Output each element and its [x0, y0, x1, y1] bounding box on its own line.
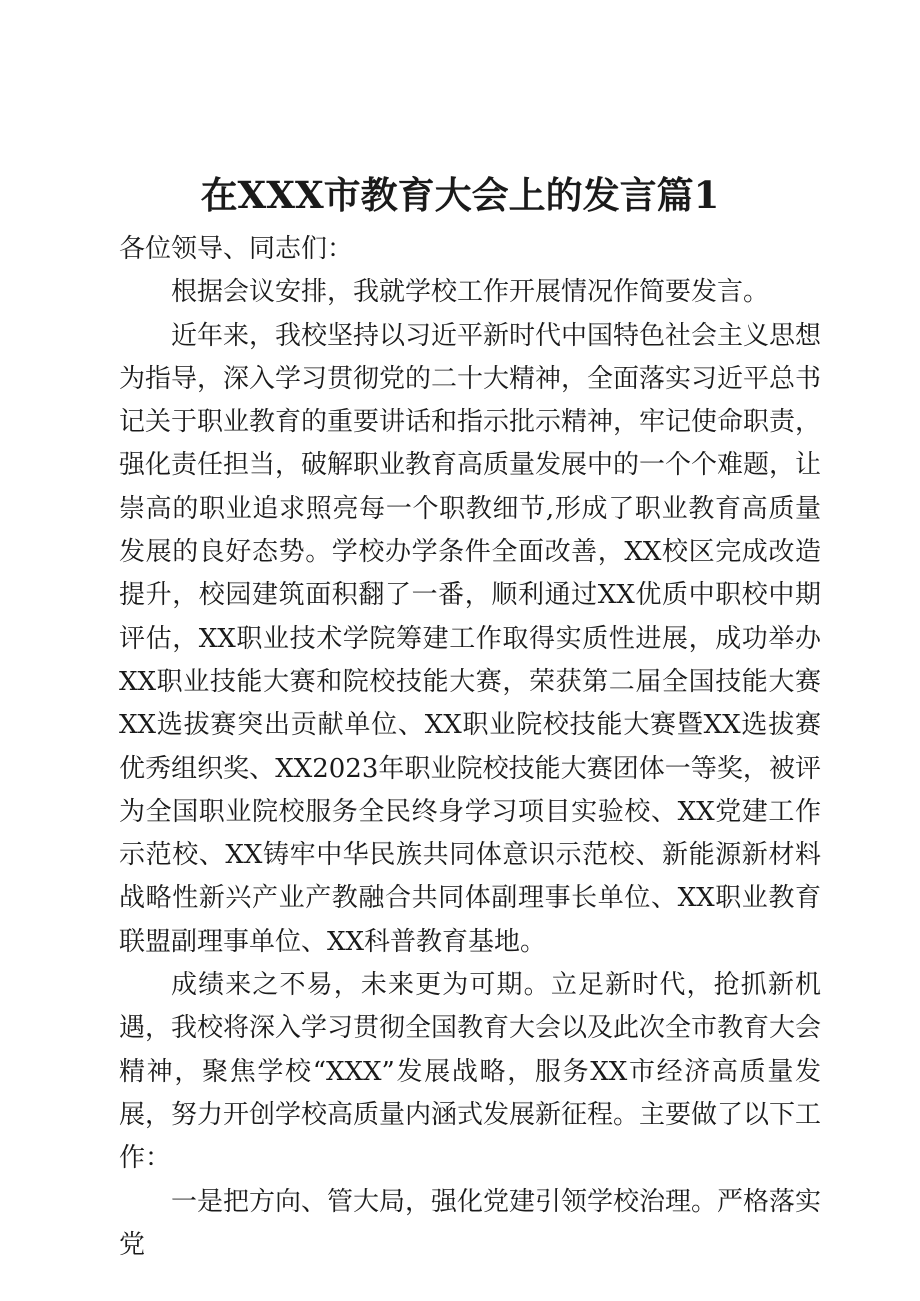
document-body: [119, 228, 821, 1267]
paragraph-achievements: 近年来，我校坚持以习近平新时代中国特色社会主义思想为指导，深入学习贯彻党的二十大精神，全面落实习近平总书记关于职业教育的重要讲话和指示批示精神，牢记使命职责，强化责任担当，破解职业教育高质量发展中的一个个难题，让崇高的职业追求照亮每一个职教细节,形成了职业教育高质量发展的良好态势。学校办学条件全面改善，XX校区完成改造提升，校园建筑面积翻了一番，顺利通过XX优质中职校中期评估，XX职业技术学院筹建工作取得实质性进展，成功举办XX职业技能大赛和院校技能大赛，荣获第二届全国技能大赛XX选拔赛突出贡献单位、XX职业院校技能大赛暨XX选拔赛优秀组织奖、XX2023年职业院校技能大赛团体一等奖，被评为全国职业院校服务全民终身学习项目实验校、XX党建工作示范校、XX铸牢中华民族共同体意识示范校、新能源新材料战略性新兴产业产教融合共同体副理事长单位、XX职业教育联盟副理事单位、XX科普教育基地。: [119, 320, 822, 957]
paragraph-intro: 根据会议安排，我就学校工作开展情况作简要发言。: [171, 277, 770, 308]
paragraph-outlook: 成绩来之不易，未来更为可期。立足新时代，抢抓新机遇，我校将深入学习贯彻全国教育大会以及此次全市教育大会精神，聚焦学校“XXX”发展战略，服务XX市经济高质量发展，努力开创学校高质量内涵式发展新征程。主要做了以下工作：: [119, 970, 822, 1174]
paragraph-first-work-item: 一是把方向、管大局，强化党建引领学校治理。严格落实党: [119, 1186, 822, 1260]
salutation: 各位领导、同志们：: [119, 234, 354, 264]
document-title: 在XXX市教育大会上的发言篇1: [200, 173, 720, 217]
